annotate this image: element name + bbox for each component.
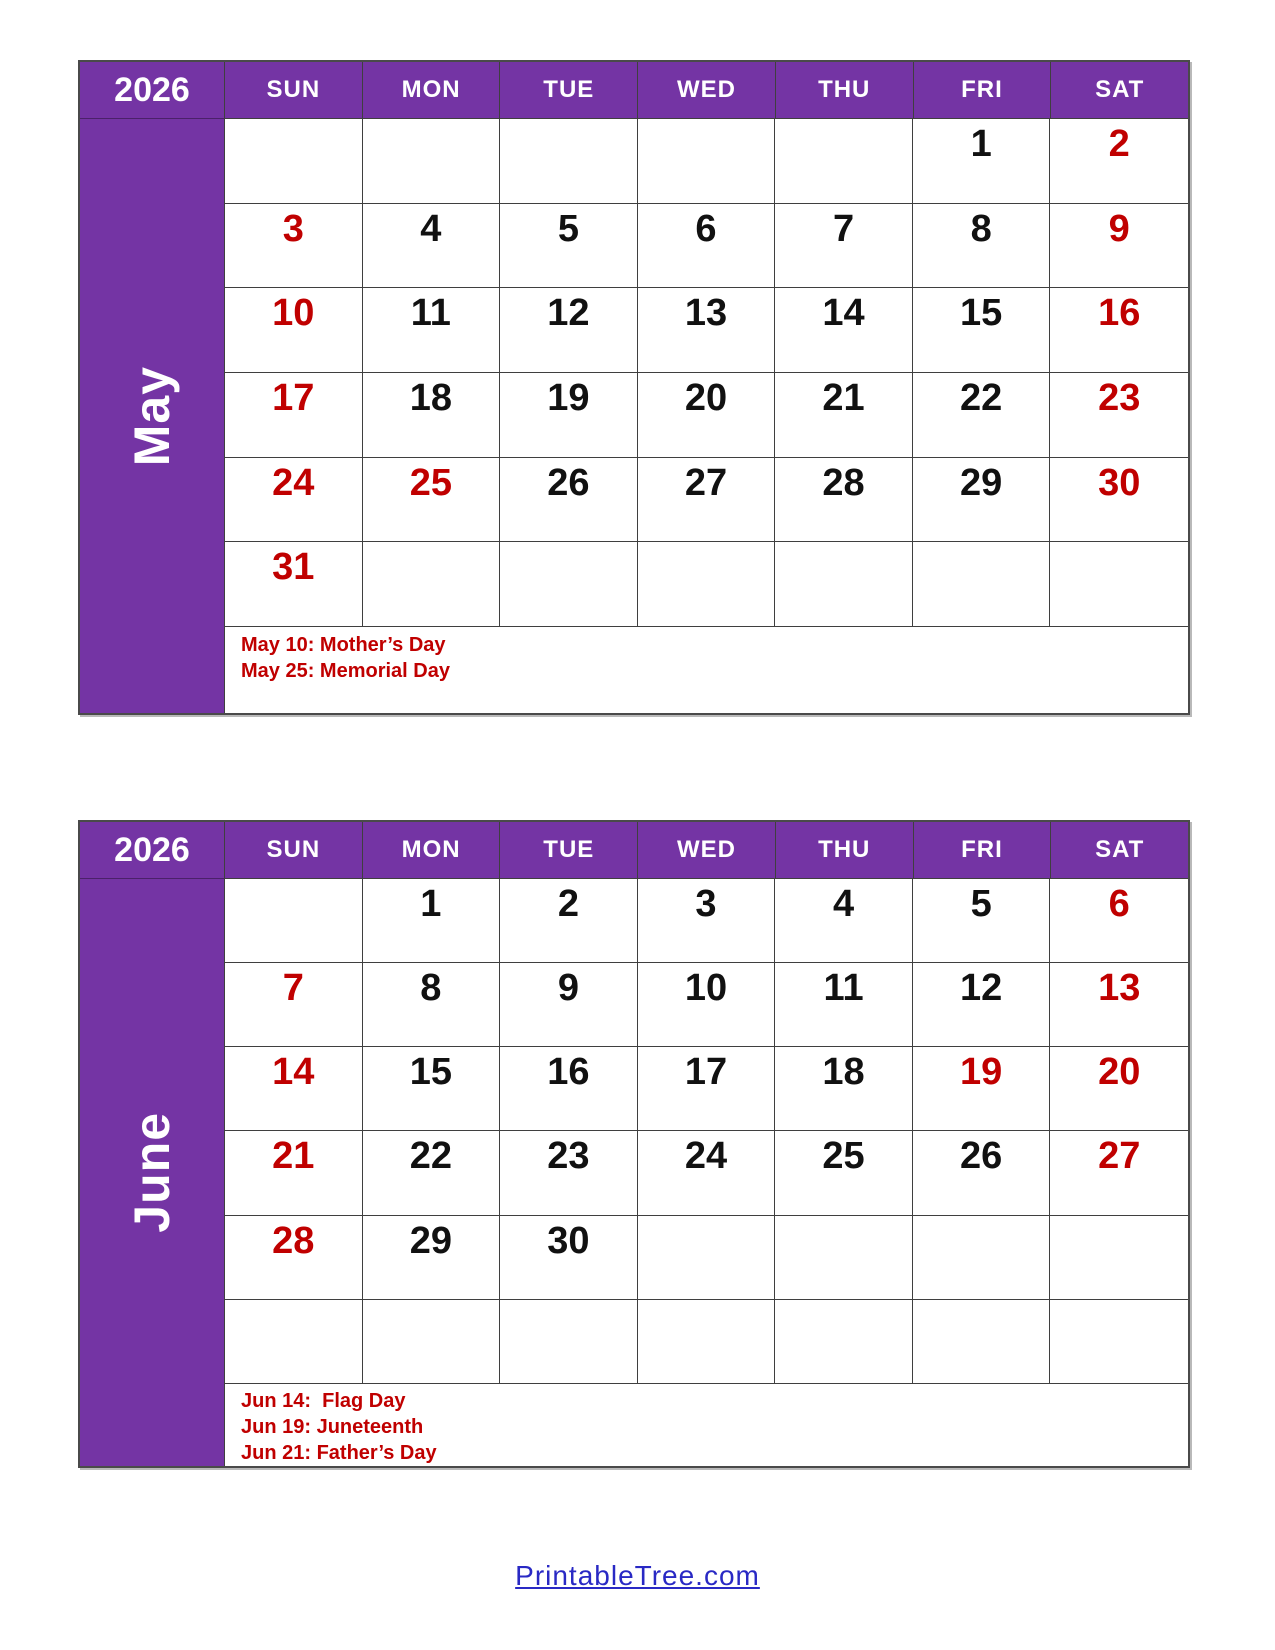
day-cell <box>1050 1216 1188 1300</box>
day-header-thu: THU <box>776 822 914 879</box>
day-cell: 13 <box>1050 963 1188 1047</box>
day-header-wed: WED <box>638 822 776 879</box>
day-cell <box>775 542 913 627</box>
day-cell: 22 <box>913 373 1051 458</box>
day-cell: 22 <box>363 1131 501 1215</box>
month-label: June <box>124 1112 180 1233</box>
holiday-note: May 10: Mother’s Day <box>241 634 446 656</box>
day-header-wed: WED <box>638 62 776 119</box>
day-cell <box>363 119 501 204</box>
day-cell: 8 <box>363 963 501 1047</box>
day-header-sun: SUN <box>225 62 363 119</box>
day-cell: 5 <box>913 879 1051 963</box>
month-label: May <box>124 365 180 467</box>
year-label: 2026 <box>80 822 225 879</box>
june-date-grid <box>225 879 1188 1384</box>
day-cell: 10 <box>225 288 363 373</box>
day-cell <box>775 1216 913 1300</box>
day-cell: 25 <box>775 1131 913 1215</box>
day-cell: 19 <box>500 373 638 458</box>
day-cell: 26 <box>913 1131 1051 1215</box>
day-cell: 14 <box>225 1047 363 1131</box>
footer <box>0 1560 1275 1592</box>
june-calendar-table <box>78 820 1190 1468</box>
month-sidebar <box>80 879 225 1466</box>
day-header-fri: FRI <box>914 822 1052 879</box>
holiday-note: May 25: Memorial Day <box>241 660 450 682</box>
day-cell <box>363 542 501 627</box>
day-cell <box>638 542 776 627</box>
day-cell: 27 <box>1050 1131 1188 1215</box>
year-label: 2026 <box>80 62 225 119</box>
day-cell: 30 <box>1050 458 1188 543</box>
day-header-thu: THU <box>776 62 914 119</box>
day-cell: 20 <box>1050 1047 1188 1131</box>
holiday-note: Jun 21: Father’s Day <box>241 1442 437 1464</box>
day-cell: 3 <box>225 204 363 289</box>
day-cell <box>225 119 363 204</box>
day-cell: 28 <box>225 1216 363 1300</box>
day-cell: 9 <box>500 963 638 1047</box>
day-cell: 23 <box>500 1131 638 1215</box>
day-header-sat: SAT <box>1051 822 1188 879</box>
day-header-fri: FRI <box>914 62 1052 119</box>
day-cell: 26 <box>500 458 638 543</box>
day-cell: 19 <box>913 1047 1051 1131</box>
day-cell <box>638 1300 776 1384</box>
day-cell: 8 <box>913 204 1051 289</box>
day-cell: 12 <box>500 288 638 373</box>
day-cell: 18 <box>775 1047 913 1131</box>
day-cell <box>775 1300 913 1384</box>
day-cell: 7 <box>775 204 913 289</box>
day-cell: 17 <box>638 1047 776 1131</box>
day-cell: 1 <box>363 879 501 963</box>
may-holidays-box <box>225 627 1188 713</box>
day-cell: 6 <box>638 204 776 289</box>
day-header-tue: TUE <box>500 62 638 119</box>
day-cell: 24 <box>225 458 363 543</box>
june-header-row <box>80 822 1188 879</box>
day-cell: 16 <box>500 1047 638 1131</box>
day-cell: 11 <box>363 288 501 373</box>
day-cell: 17 <box>225 373 363 458</box>
day-cell: 24 <box>638 1131 776 1215</box>
day-cell: 5 <box>500 204 638 289</box>
day-cell <box>638 119 776 204</box>
day-cell: 21 <box>225 1131 363 1215</box>
day-cell: 10 <box>638 963 776 1047</box>
day-cell: 9 <box>1050 204 1188 289</box>
day-cell <box>500 1300 638 1384</box>
day-cell: 28 <box>775 458 913 543</box>
day-cell: 1 <box>913 119 1051 204</box>
day-cell <box>913 1216 1051 1300</box>
day-cell <box>225 1300 363 1384</box>
day-cell: 4 <box>363 204 501 289</box>
day-header-sun: SUN <box>225 822 363 879</box>
may-header-row <box>80 62 1188 119</box>
day-cell: 11 <box>775 963 913 1047</box>
day-cell <box>500 542 638 627</box>
day-cell: 4 <box>775 879 913 963</box>
day-cell: 30 <box>500 1216 638 1300</box>
june-holidays-box <box>225 1384 1188 1466</box>
month-sidebar <box>80 119 225 713</box>
day-cell <box>775 119 913 204</box>
day-cell: 15 <box>913 288 1051 373</box>
day-cell: 3 <box>638 879 776 963</box>
day-cell: 23 <box>1050 373 1188 458</box>
day-cell: 31 <box>225 542 363 627</box>
day-cell: 25 <box>363 458 501 543</box>
day-cell <box>500 119 638 204</box>
day-header-tue: TUE <box>500 822 638 879</box>
day-cell <box>638 1216 776 1300</box>
day-cell: 20 <box>638 373 776 458</box>
day-cell: 6 <box>1050 879 1188 963</box>
may-calendar-table <box>78 60 1190 715</box>
day-cell: 21 <box>775 373 913 458</box>
day-cell: 18 <box>363 373 501 458</box>
day-header-mon: MON <box>363 62 501 119</box>
may-date-grid <box>225 119 1188 627</box>
day-cell <box>913 542 1051 627</box>
day-cell: 2 <box>1050 119 1188 204</box>
day-header-mon: MON <box>363 822 501 879</box>
day-cell: 29 <box>913 458 1051 543</box>
day-cell: 12 <box>913 963 1051 1047</box>
day-header-sat: SAT <box>1051 62 1188 119</box>
day-cell: 2 <box>500 879 638 963</box>
printabletree-link[interactable]: PrintableTree.com <box>515 1560 760 1591</box>
day-cell: 27 <box>638 458 776 543</box>
day-cell: 16 <box>1050 288 1188 373</box>
holiday-note: Jun 14: Flag Day <box>241 1390 406 1412</box>
day-cell: 13 <box>638 288 776 373</box>
day-cell <box>913 1300 1051 1384</box>
day-cell <box>225 879 363 963</box>
holiday-note: Jun 19: Juneteenth <box>241 1416 424 1438</box>
day-cell <box>1050 1300 1188 1384</box>
day-cell: 29 <box>363 1216 501 1300</box>
day-cell: 14 <box>775 288 913 373</box>
day-cell: 7 <box>225 963 363 1047</box>
day-cell <box>1050 542 1188 627</box>
day-cell <box>363 1300 501 1384</box>
day-cell: 15 <box>363 1047 501 1131</box>
